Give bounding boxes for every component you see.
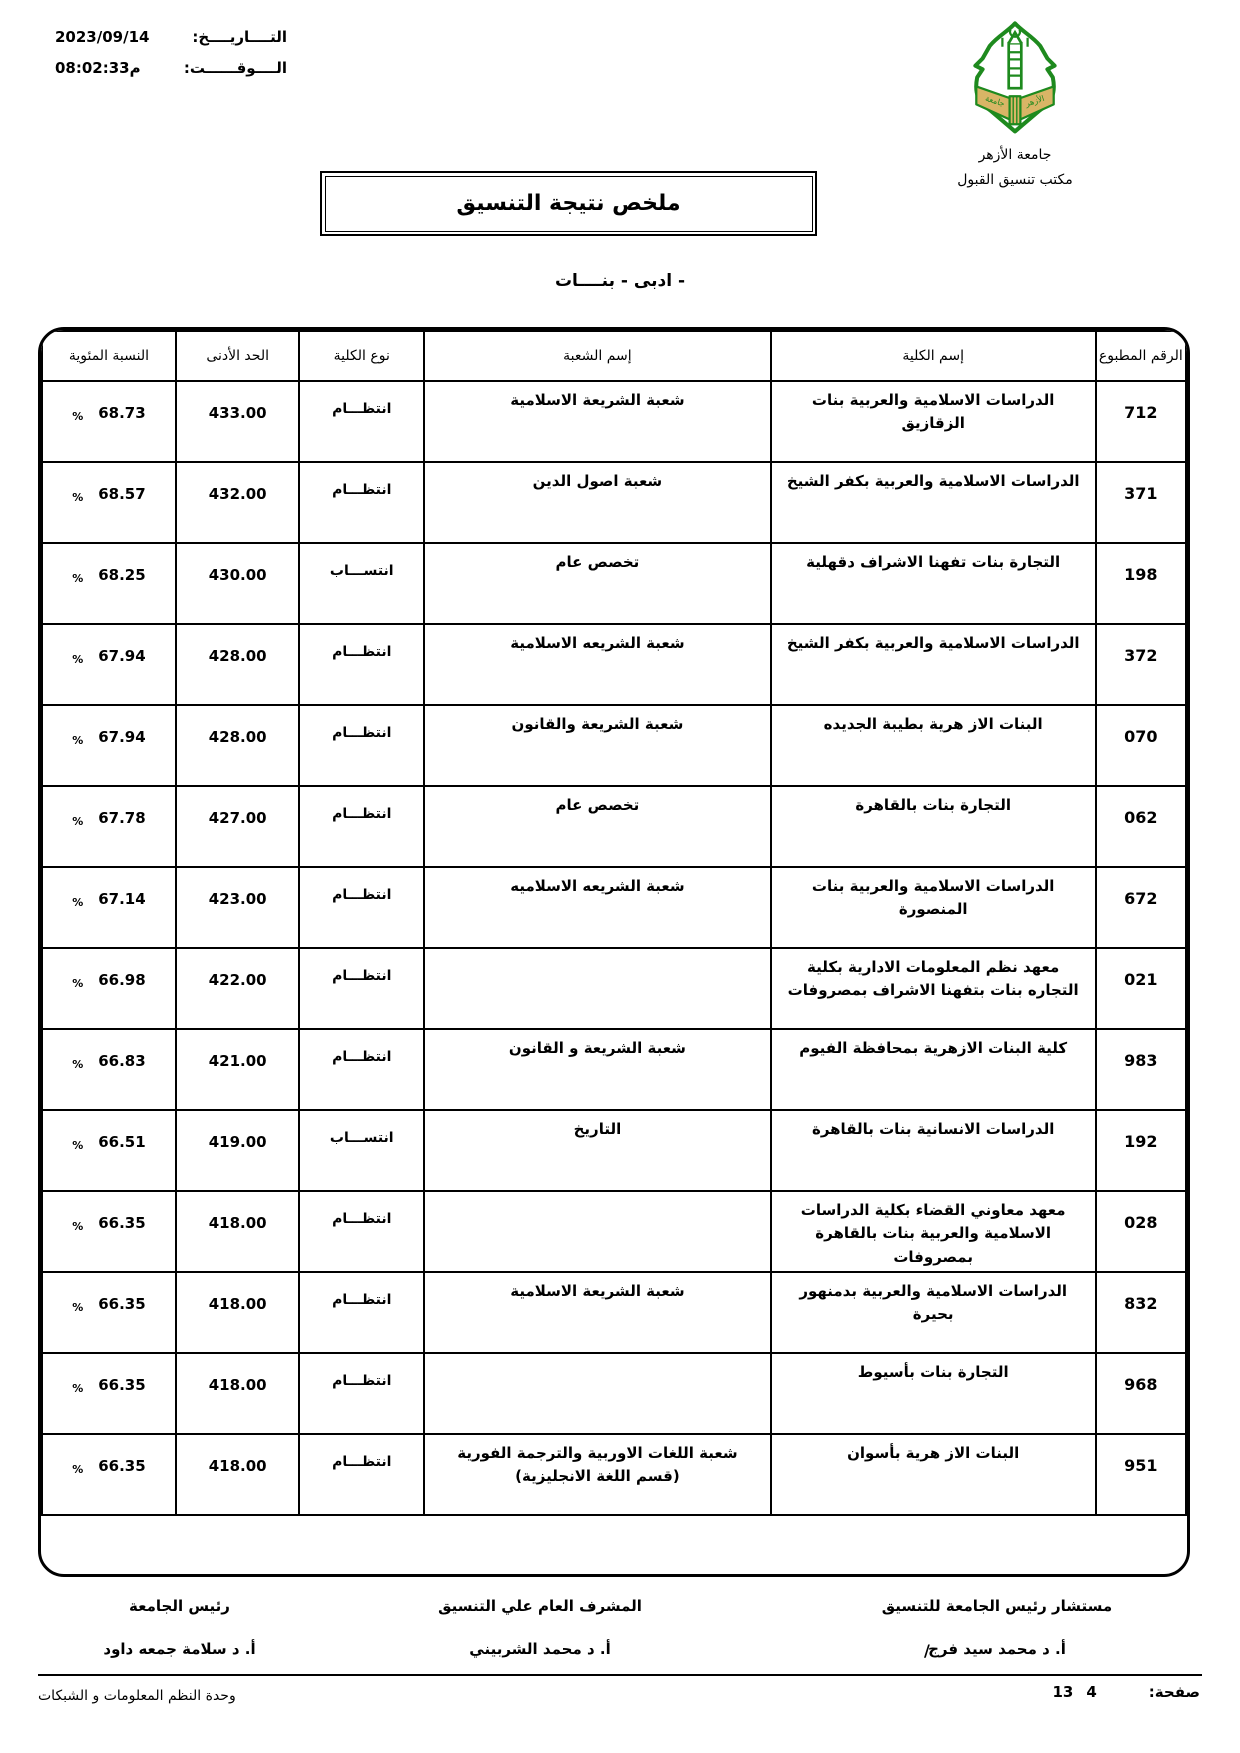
row-college-name: التجارة بنات تفهنا الاشراف دقهلية xyxy=(771,543,1096,624)
page-total: 13 xyxy=(1052,1683,1074,1701)
percent-sign: % xyxy=(72,1382,84,1395)
percent-value: 67.14 xyxy=(98,890,146,908)
percent-value: 68.57 xyxy=(98,485,146,503)
row-type: انتظـــام xyxy=(299,1029,424,1110)
row-number: 070 xyxy=(1096,705,1186,786)
percent-value: 66.35 xyxy=(98,1295,146,1313)
percent-sign: % xyxy=(72,491,84,504)
page-current: 4 xyxy=(1086,1683,1097,1701)
row-percent xyxy=(42,867,176,948)
percent-value: 68.25 xyxy=(98,566,146,584)
percent-value: 68.73 xyxy=(98,404,146,422)
col-header-number: الرقم المطبوع xyxy=(1096,331,1186,381)
row-college-name: البنات الاز هرية بأسوان xyxy=(771,1434,1096,1515)
row-percent xyxy=(42,786,176,867)
row-section-name: شعبة الشريعه الاسلاميه xyxy=(424,867,771,948)
row-min-score: 422.00 xyxy=(176,948,300,1029)
date-value: 2023/09/14 xyxy=(55,28,150,46)
row-type: انتظـــام xyxy=(299,462,424,543)
row-section-name: تخصص عام xyxy=(424,786,771,867)
row-min-score: 418.00 xyxy=(176,1191,300,1272)
signature-president xyxy=(72,1597,287,1658)
percent-sign: % xyxy=(72,1463,84,1476)
row-number: 968 xyxy=(1096,1353,1186,1434)
signature-advisor-title: مستشار رئيس الجامعة للتنسيق xyxy=(881,1597,1113,1615)
row-min-score: 428.00 xyxy=(176,705,300,786)
percent-sign: % xyxy=(72,1301,84,1314)
row-number: 192 xyxy=(1096,1110,1186,1191)
row-section-name: شعبة اصول الدين xyxy=(424,462,771,543)
signature-supervisor-name: أ. د محمد الشربيني xyxy=(469,1640,611,1658)
col-header-percent: النسبة المئوية xyxy=(42,331,176,381)
university-name: جامعة الأزهر xyxy=(978,147,1052,163)
header-logo-block xyxy=(950,18,1080,188)
signature-president-title: رئيس الجامعة xyxy=(129,1597,230,1615)
table-row xyxy=(42,1272,1186,1353)
row-number: 021 xyxy=(1096,948,1186,1029)
row-college-name: الدراسات الاسلامية والعربية بكفر الشيخ xyxy=(771,462,1096,543)
logo-script-left: الأزهر xyxy=(1023,92,1046,109)
percent-value: 66.98 xyxy=(98,971,146,989)
row-min-score: 421.00 xyxy=(176,1029,300,1110)
row-percent xyxy=(42,624,176,705)
row-college-name: التجارة بنات بالقاهرة xyxy=(771,786,1096,867)
row-percent xyxy=(42,948,176,1029)
row-percent xyxy=(42,1110,176,1191)
percent-sign: % xyxy=(72,896,84,909)
row-percent xyxy=(42,381,176,462)
row-type: انتســـاب xyxy=(299,1110,424,1191)
row-percent xyxy=(42,1029,176,1110)
report-title: ملخص نتيجة التنسيق xyxy=(325,176,813,232)
table-row xyxy=(42,1110,1186,1191)
table-row xyxy=(42,624,1186,705)
table-header-row xyxy=(42,331,1186,381)
table-row xyxy=(42,1029,1186,1110)
signature-supervisor xyxy=(424,1597,656,1658)
row-percent xyxy=(42,543,176,624)
row-section-name xyxy=(424,1353,771,1434)
row-section-name: التاريخ xyxy=(424,1110,771,1191)
row-min-score: 418.00 xyxy=(176,1434,300,1515)
page-label: صفحة: xyxy=(1148,1683,1200,1701)
table-row xyxy=(42,948,1186,1029)
row-section-name xyxy=(424,1191,771,1272)
row-type: انتظـــام xyxy=(299,381,424,462)
row-college-name: كلية البنات الازهرية بمحافظة الفيوم xyxy=(771,1029,1096,1110)
row-percent xyxy=(42,462,176,543)
row-number: 672 xyxy=(1096,867,1186,948)
signature-president-name: أ. د سلامة جمعه داود xyxy=(103,1640,256,1658)
row-type: انتظـــام xyxy=(299,1272,424,1353)
table-row xyxy=(42,867,1186,948)
row-number: 198 xyxy=(1096,543,1186,624)
col-header-min: الحد الأدنى xyxy=(176,331,300,381)
row-section-name: تخصص عام xyxy=(424,543,771,624)
col-header-type: نوع الكلية xyxy=(299,331,424,381)
date-label: التــــاريــــخ: xyxy=(192,28,287,46)
row-min-score: 430.00 xyxy=(176,543,300,624)
date-time-block xyxy=(55,28,287,90)
page-info xyxy=(1052,1683,1200,1701)
percent-value: 66.83 xyxy=(98,1052,146,1070)
row-section-name: شعبة الشريعة الاسلامية xyxy=(424,1272,771,1353)
time-label: الــــوقــــــت: xyxy=(183,59,287,77)
office-name: مكتب تنسيق القبول xyxy=(957,172,1073,188)
col-header-college: إسم الكلية xyxy=(771,331,1096,381)
row-number: 028 xyxy=(1096,1191,1186,1272)
row-type: انتظـــام xyxy=(299,1434,424,1515)
signature-supervisor-title: المشرف العام علي التنسيق xyxy=(438,1597,642,1615)
page-slash: / xyxy=(924,1641,930,1660)
percent-sign: % xyxy=(72,734,84,747)
row-percent xyxy=(42,1191,176,1272)
logo-script-right: جامعة xyxy=(984,92,1007,109)
percent-value: 66.35 xyxy=(98,1214,146,1232)
table-row xyxy=(42,1353,1186,1434)
row-min-score: 433.00 xyxy=(176,381,300,462)
percent-value: 67.94 xyxy=(98,647,146,665)
row-percent xyxy=(42,1353,176,1434)
results-table-wrap xyxy=(38,327,1190,1577)
col-header-section: إسم الشعبة xyxy=(424,331,771,381)
row-min-score: 418.00 xyxy=(176,1353,300,1434)
table-row xyxy=(42,1434,1186,1515)
row-college-name: الدراسات الاسلامية والعربية بكفر الشيخ xyxy=(771,624,1096,705)
percent-sign: % xyxy=(72,1139,84,1152)
row-percent xyxy=(42,705,176,786)
row-college-name: الدراسات الاسلامية والعربية بنات الزقازيق xyxy=(771,381,1096,462)
row-type: انتظـــام xyxy=(299,867,424,948)
percent-sign: % xyxy=(72,572,84,585)
row-college-name: الدراسات الاسلامية والعربية بدمنهور بحيرة xyxy=(771,1272,1096,1353)
row-min-score: 419.00 xyxy=(176,1110,300,1191)
percent-sign: % xyxy=(72,1058,84,1071)
time-row xyxy=(55,59,287,77)
percent-value: 66.35 xyxy=(98,1376,146,1394)
table-row xyxy=(42,543,1186,624)
table-row xyxy=(42,786,1186,867)
row-type: انتظـــام xyxy=(299,705,424,786)
table-row xyxy=(42,381,1186,462)
footer-divider xyxy=(38,1674,1202,1676)
row-min-score: 428.00 xyxy=(176,624,300,705)
results-table xyxy=(41,330,1187,1574)
row-college-name: معهد نظم المعلومات الادارية بكلية التجاره بنات بتفهنا الاشراف بمصروفات xyxy=(771,948,1096,1029)
it-unit-name: وحدة النظم المعلومات و الشبكات xyxy=(38,1688,236,1704)
row-min-score: 423.00 xyxy=(176,867,300,948)
row-number: 951 xyxy=(1096,1434,1186,1515)
row-min-score: 432.00 xyxy=(176,462,300,543)
row-section-name: شعبة الشريعه الاسلامية xyxy=(424,624,771,705)
percent-sign: % xyxy=(72,1220,84,1233)
row-min-score: 418.00 xyxy=(176,1272,300,1353)
row-type: انتســـاب xyxy=(299,543,424,624)
row-college-name: البنات الاز هرية بطيبة الجديده xyxy=(771,705,1096,786)
table-filler-row xyxy=(42,1515,1186,1574)
table-row xyxy=(42,462,1186,543)
row-type: انتظـــام xyxy=(299,948,424,1029)
row-type: انتظـــام xyxy=(299,1353,424,1434)
row-section-name: شعبة اللغات الاوربية والترجمة الفورية (قسم اللغة الانجليزية) xyxy=(424,1434,771,1515)
table-body xyxy=(42,381,1186,1574)
signature-advisor xyxy=(866,1597,1128,1658)
row-type: انتظـــام xyxy=(299,624,424,705)
row-type: انتظـــام xyxy=(299,786,424,867)
signature-advisor-name: أ. د محمد سيد فرج xyxy=(928,1640,1066,1658)
percent-sign: % xyxy=(72,815,84,828)
row-college-name: التجارة بنات بأسيوط xyxy=(771,1353,1096,1434)
row-section-name: شعبة الشريعة الاسلامية xyxy=(424,381,771,462)
report-subtitle: - ادبى - بنــــات xyxy=(554,271,686,291)
time-value: م08:02:33 xyxy=(55,59,141,77)
row-min-score: 427.00 xyxy=(176,786,300,867)
date-row xyxy=(55,28,287,46)
percent-value: 67.94 xyxy=(98,728,146,746)
row-number: 372 xyxy=(1096,624,1186,705)
percent-sign: % xyxy=(72,977,84,990)
table-row xyxy=(42,1191,1186,1272)
row-type: انتظـــام xyxy=(299,1191,424,1272)
row-percent xyxy=(42,1272,176,1353)
row-number: 832 xyxy=(1096,1272,1186,1353)
percent-value: 66.35 xyxy=(98,1457,146,1475)
al-azhar-logo-icon xyxy=(959,18,1071,144)
row-number: 062 xyxy=(1096,786,1186,867)
row-section-name xyxy=(424,948,771,1029)
row-college-name: معهد معاوني القضاء بكلية الدراسات الاسلامية والعربية بنات بالقاهرة بمصروفات xyxy=(771,1191,1096,1272)
report-title-box xyxy=(320,171,817,236)
row-number: 371 xyxy=(1096,462,1186,543)
percent-value: 67.78 xyxy=(98,809,146,827)
row-number: 712 xyxy=(1096,381,1186,462)
percent-value: 66.51 xyxy=(98,1133,146,1151)
row-percent xyxy=(42,1434,176,1515)
percent-sign: % xyxy=(72,410,84,423)
table-row xyxy=(42,705,1186,786)
row-number: 983 xyxy=(1096,1029,1186,1110)
row-college-name: الدراسات الاسلامية والعربية بنات المنصورة xyxy=(771,867,1096,948)
row-section-name: شعبة الشريعة و القانون xyxy=(424,1029,771,1110)
row-section-name: شعبة الشريعة والقانون xyxy=(424,705,771,786)
percent-sign: % xyxy=(72,653,84,666)
row-college-name: الدراسات الانسانية بنات بالقاهرة xyxy=(771,1110,1096,1191)
